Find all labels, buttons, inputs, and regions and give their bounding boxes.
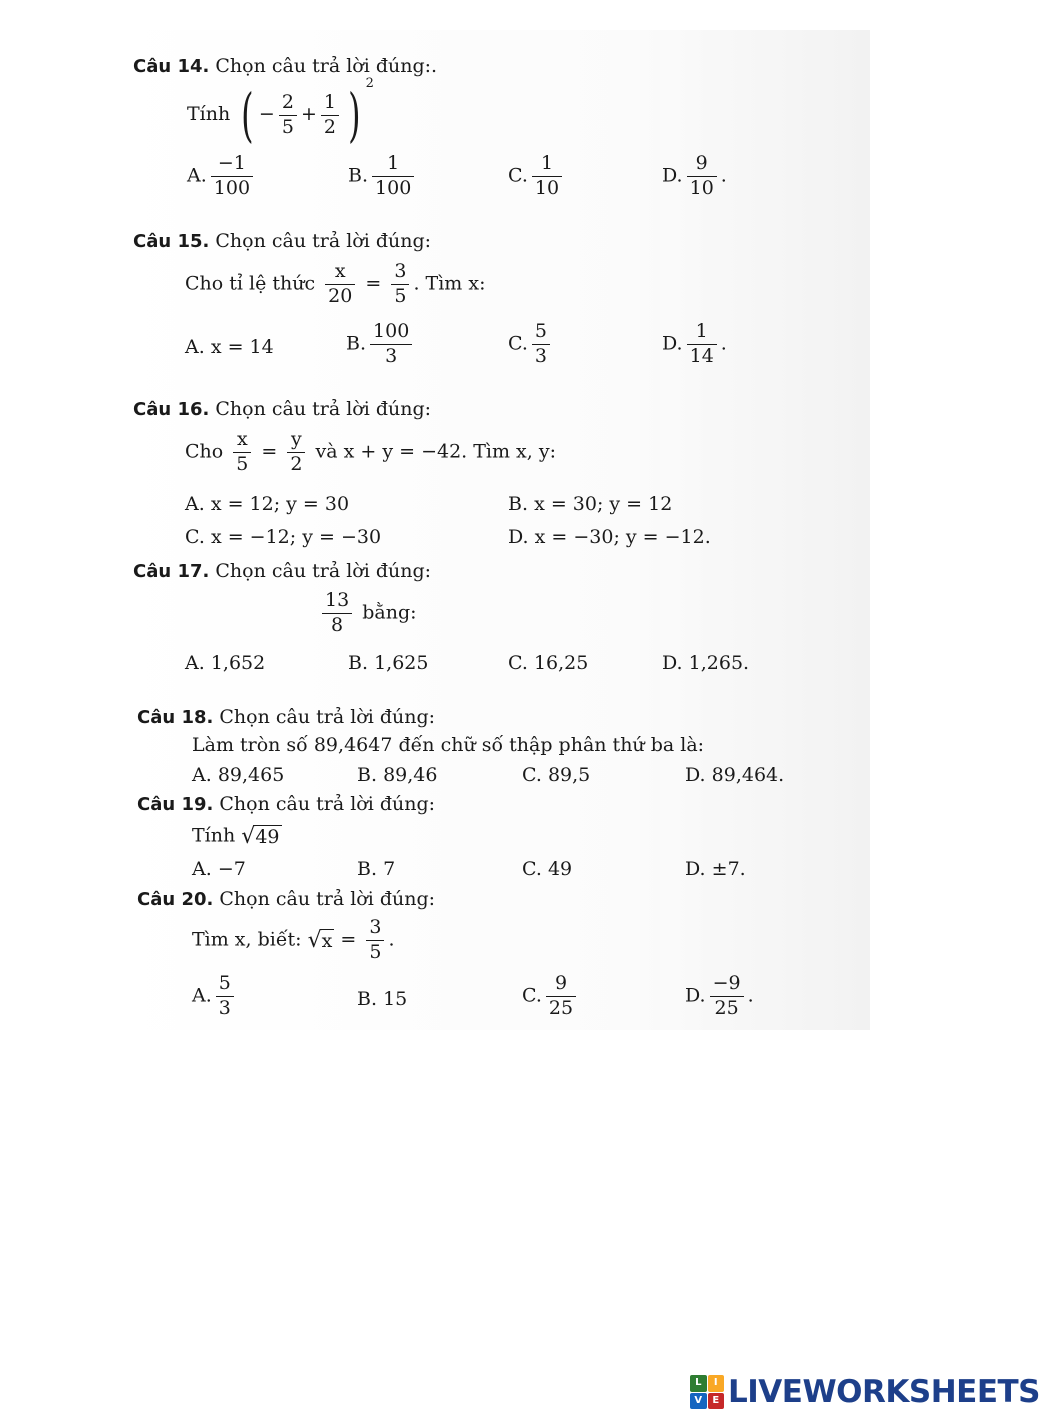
minus-sign: − [258, 103, 275, 125]
option-d[interactable]: D. 89,464. [685, 764, 785, 786]
option-b[interactable]: B. 15 [357, 988, 408, 1010]
question-header [133, 560, 431, 582]
option-a[interactable]: A. x = 12; y = 30 [185, 493, 350, 515]
option-d[interactable]: D. ±7. [685, 858, 746, 880]
question-header [137, 888, 435, 910]
liveworksheets-logo [690, 1374, 1040, 1410]
question-prompt: Chọn câu trả lời đúng: [219, 888, 436, 910]
option-c[interactable]: C. $\frac{5}{3}$ [508, 322, 554, 367]
question-label: Câu 17. [133, 561, 210, 582]
option-b[interactable]: B. x = 30; y = 12 [508, 493, 673, 515]
question-body: $\frac{13}{8}$ bằng: [318, 591, 417, 636]
option-a[interactable]: A. 89,465 [192, 764, 285, 786]
square-root: √49 [241, 824, 280, 849]
question-body: Tính √49 [192, 824, 280, 849]
option-c[interactable]: C. 16,25 [508, 652, 589, 674]
question-label: Câu 15. [133, 231, 210, 252]
option-d[interactable]: D. $\frac{9}{10}$ . [662, 152, 727, 199]
option-d[interactable]: D. x = −30; y = −12. [508, 526, 711, 548]
option-b[interactable]: B. 89,46 [357, 764, 438, 786]
question-prompt: Chọn câu trả lời đúng: [219, 793, 436, 815]
option-b[interactable]: B. $\frac{1}{100}$ [348, 154, 418, 199]
option-c[interactable]: C. 89,5 [522, 764, 591, 786]
logo-squares-icon: L I V E [690, 1375, 724, 1409]
option-a[interactable]: A. $\frac{5}{3}$ [192, 974, 238, 1019]
question-prompt: Chọn câu trả lời đúng:. [215, 55, 438, 77]
question-label: Câu 18. [137, 707, 214, 728]
question-label: Câu 16. [133, 399, 210, 420]
option-b[interactable]: B. 7 [357, 858, 396, 880]
option-d[interactable]: D. 1,265. [662, 652, 750, 674]
option-d[interactable]: D. $\frac{-9}{25}$ . [685, 972, 754, 1019]
option-a[interactable]: A. $\frac{-1}{100}$ [187, 154, 257, 199]
question-body: Cho tỉ lệ thức $\frac{x}{20}$ = $\frac{3}{5}$ . Tìm x: [185, 260, 486, 307]
question-label: Câu 14. [133, 56, 210, 77]
question-body: Cho $\frac{x}{5}$ = $\frac{y}{2}$ và x + y = −42. Tìm x, y: [185, 428, 556, 475]
option-c[interactable]: C. $\frac{1}{10}$ [508, 154, 566, 199]
option-a[interactable]: A. x = 14 [185, 336, 274, 358]
question-header [133, 55, 437, 77]
square-root: √x [307, 927, 333, 953]
close-paren: ) [348, 81, 361, 149]
option-a[interactable]: A. 1,652 [185, 652, 266, 674]
open-paren: ( [241, 81, 254, 149]
option-d[interactable]: D. $\frac{1}{14}$ . [662, 320, 727, 367]
question-prompt: Chọn câu trả lời đúng: [215, 230, 432, 252]
question-label: Câu 19. [137, 794, 214, 815]
question-header [137, 706, 435, 728]
question-body: Làm tròn số 89,4647 đến chữ số thập phân thứ ba là: [192, 734, 705, 756]
question-prompt: Chọn câu trả lời đúng: [215, 398, 432, 420]
question-prompt: Chọn câu trả lời đúng: [215, 560, 432, 582]
body-prefix: Tính [187, 103, 231, 125]
question-body: Tìm x, biết: √x = $\frac{3}{5}$ . [192, 916, 395, 963]
question-header [133, 398, 431, 420]
logo-text: LIVEWORKSHEETS [728, 1374, 1040, 1410]
option-c[interactable]: C. 49 [522, 858, 573, 880]
option-a[interactable]: A. −7 [192, 858, 246, 880]
question-header [133, 230, 431, 252]
question-header [137, 793, 435, 815]
exponent: 2 [365, 76, 374, 91]
option-b[interactable]: B. $\frac{100}{3}$ [346, 322, 416, 367]
plus-sign: + [300, 103, 317, 125]
fraction: $\frac{2}{5}$ [279, 93, 297, 138]
question-body [187, 76, 374, 149]
option-c[interactable]: C. $\frac{9}{25}$ [522, 974, 580, 1019]
option-b[interactable]: B. 1,625 [348, 652, 429, 674]
question-label: Câu 20. [137, 889, 214, 910]
option-c[interactable]: C. x = −12; y = −30 [185, 526, 382, 548]
question-prompt: Chọn câu trả lời đúng: [219, 706, 436, 728]
fraction: $\frac{1}{2}$ [321, 93, 339, 138]
